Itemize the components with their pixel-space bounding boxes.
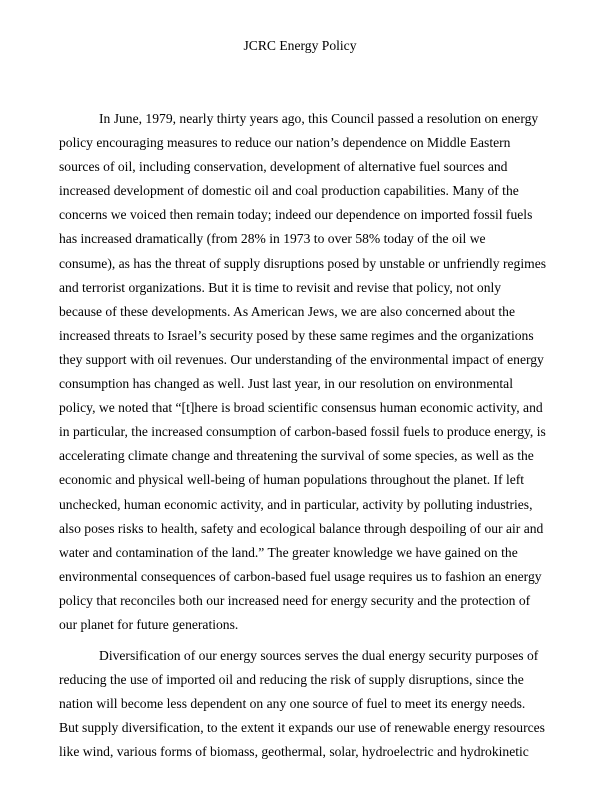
paragraph-1-line-10: increased threats to Israel’s security posed by these same regimes and the organizations bbox=[59, 327, 534, 343]
paragraph-2-line-4: But supply diversification, to the extent it expands our use of renewable energy resources bbox=[59, 720, 545, 736]
paragraph-1-line-12: consumption has changed as well. Just last year, in our resolution on environmental bbox=[59, 376, 513, 392]
paragraph-1-line-5: concerns we voiced then remain today; indeed our dependence on imported fossil fuels bbox=[59, 207, 533, 223]
paragraph-1-line-18: also poses risks to health, safety and ecological balance through despoiling of our air and bbox=[59, 520, 544, 536]
paragraph-1-line-3: sources of oil, including conservation, development of alternative fuel sources and bbox=[59, 159, 508, 175]
paragraph-1 bbox=[59, 107, 545, 637]
paragraph-1-line-21: policy that reconciles both our increased need for energy security and the protection of bbox=[59, 592, 531, 608]
paragraph-1-line-15: accelerating climate change and threatening the survival of some species, as well as the bbox=[59, 448, 534, 464]
paragraph-1-line-6: has increased dramatically (from 28% in 1973 to over 58% today of the oil we bbox=[59, 231, 486, 247]
paragraph-1-line-4: increased development of domestic oil and coal production capabilities. Many of the bbox=[59, 183, 519, 199]
paragraph-1-line-20: environmental consequences of carbon-based fuel usage requires us to fashion an energy bbox=[59, 568, 542, 584]
paragraph-1-line-19: water and contamination of the land.” The greater knowledge we have gained on the bbox=[59, 544, 518, 560]
paragraph-2 bbox=[59, 644, 545, 764]
paragraph-1-line-1: In June, 1979, nearly thirty years ago, this Council passed a resolution on energy bbox=[99, 111, 539, 126]
paragraph-2-line-3: nation will become less dependent on any one source of fuel to meet its energy needs. bbox=[59, 696, 526, 712]
paragraph-1-line-9: because of these developments. As American Jews, we are also concerned about the bbox=[59, 303, 515, 319]
document-title: JCRC Energy Policy bbox=[243, 38, 357, 53]
paragraph-1-line-2: policy encouraging measures to reduce our nation’s dependence on Middle Eastern bbox=[59, 135, 511, 151]
paragraph-1-line-14: in particular, the increased consumption of carbon-based fossil fuels to produce energy, is bbox=[59, 424, 546, 440]
paragraph-1-line-22: our planet for future generations. bbox=[59, 616, 239, 632]
paragraph-2-line-2: reducing the use of imported oil and reducing the risk of supply disruptions, since the bbox=[59, 672, 524, 688]
paragraph-2-line-1: Diversification of our energy sources serves the dual energy security purposes of bbox=[99, 648, 539, 663]
paragraph-1-line-7: consume), as has the threat of supply disruptions posed by unstable or unfriendly regimes bbox=[59, 255, 547, 271]
paragraph-1-line-17: unchecked, human economic activity, and in particular, activity by polluting industries, bbox=[59, 496, 533, 512]
paragraph-1-line-16: economic and physical well-being of human populations throughout the planet. If left bbox=[59, 472, 525, 488]
paragraph-2-line-5: like wind, various forms of biomass, geothermal, solar, hydroelectric and hydrokinetic bbox=[59, 744, 529, 760]
paragraph-1-line-13: policy, we noted that “[t]here is broad scientific consensus human economic activity, and bbox=[59, 400, 543, 416]
paragraph-1-line-11: they support with oil revenues. Our understanding of the environmental impact of energy bbox=[59, 351, 544, 367]
paragraph-1-line-8: and terrorist organizations. But it is time to revisit and revise that policy, not only bbox=[59, 279, 502, 295]
